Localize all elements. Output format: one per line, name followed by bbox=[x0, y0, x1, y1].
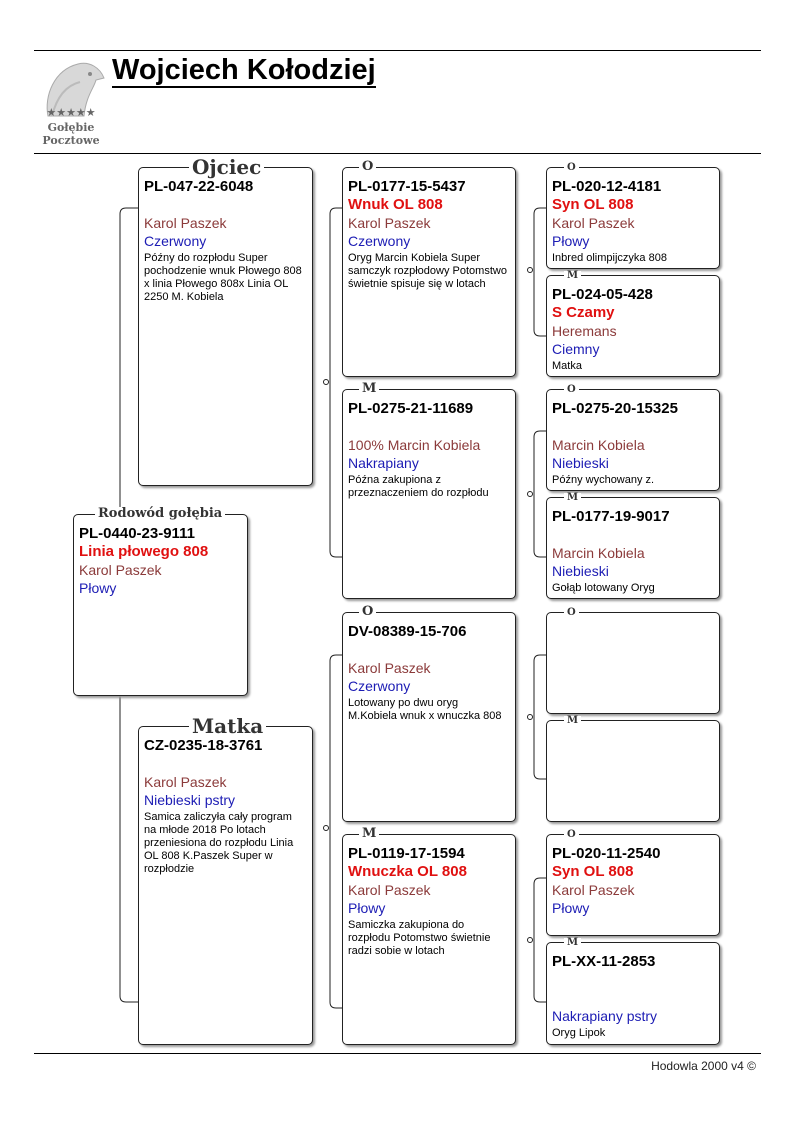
ring-number: PL-0177-15-5437 bbox=[348, 178, 466, 195]
description: Lotowany po dwu oryg M.Kobiela wnuk x wnuczka 808 bbox=[348, 697, 502, 722]
breeder bbox=[552, 749, 713, 767]
description: Gołąb lotowany Oryg bbox=[552, 582, 655, 594]
mother-father-card[interactable] bbox=[342, 612, 516, 822]
pigeon-name: S Czamy bbox=[552, 304, 615, 321]
mff-card[interactable] bbox=[546, 612, 720, 714]
subject-card[interactable] bbox=[73, 514, 248, 696]
pigeon-name bbox=[552, 971, 713, 989]
breeder: Marcin Kobiela bbox=[552, 545, 645, 561]
ring-number: PL-0275-20-15325 bbox=[552, 400, 678, 417]
description: Późna zakupiona z przeznaczeniem do rozpłodu bbox=[348, 474, 489, 499]
color: Niebieski bbox=[552, 563, 609, 579]
pigeon-name: Wnuczka OL 808 bbox=[348, 863, 467, 880]
pigeon-name bbox=[348, 418, 509, 436]
description: Późny wychowany z. bbox=[552, 474, 655, 486]
mfm-card[interactable] bbox=[546, 720, 720, 822]
mm-sex-label: M bbox=[359, 827, 379, 840]
breeder: Karol Paszek bbox=[348, 215, 431, 231]
description: Samica zaliczyła cały program na młode 2018 Po lotach przeniesiona do rozpłodu Linia OL 808 K.Paszek Super w rozpłodzie bbox=[144, 811, 294, 875]
fff-sex-label: O bbox=[564, 163, 579, 173]
breeder: Karol Paszek bbox=[144, 215, 227, 231]
mother-card[interactable] bbox=[138, 726, 313, 1045]
ring-number: PL-047-22-6048 bbox=[144, 178, 254, 195]
fff-card[interactable] bbox=[546, 167, 720, 269]
color: Czerwony bbox=[348, 233, 411, 249]
breeder: Karol Paszek bbox=[552, 882, 635, 898]
pigeon-name: Syn OL 808 bbox=[552, 196, 634, 213]
breeder: Karol Paszek bbox=[144, 774, 227, 790]
color bbox=[552, 659, 713, 677]
pigeon-name bbox=[552, 623, 713, 641]
description: Samiczka zakupiona do rozpłodu Potomstwo świetnie radzi sobie w lotach bbox=[348, 919, 491, 957]
description: Późny do rozpłodu Super pochodzenie wnuk Płowego 808 x linia Płowego 808x Linia OL 2250 M. Kobiela bbox=[144, 252, 302, 303]
breeder bbox=[552, 641, 713, 659]
description: Inbred olimpijczyka 808 bbox=[552, 252, 667, 264]
pigeon-name bbox=[144, 755, 306, 773]
fmm-card[interactable] bbox=[546, 497, 720, 599]
mff-sex-label: O bbox=[564, 608, 579, 618]
mother-mother-card[interactable] bbox=[342, 834, 516, 1045]
breeder: Karol Paszek bbox=[552, 215, 635, 231]
fmf-sex-label: O bbox=[564, 385, 579, 395]
ffm-card[interactable] bbox=[546, 275, 720, 377]
pigeon-name: Wnuk OL 808 bbox=[348, 196, 443, 213]
breeder: Heremans bbox=[552, 323, 617, 339]
color: Czerwony bbox=[144, 233, 207, 249]
breeder: Karol Paszek bbox=[348, 660, 431, 676]
pigeon-name bbox=[552, 526, 713, 544]
father-card[interactable] bbox=[138, 167, 313, 486]
fmm-sex-label: M bbox=[564, 493, 581, 503]
color: Płowy bbox=[348, 900, 386, 916]
color: Płowy bbox=[79, 580, 117, 596]
mother-label: Matka bbox=[189, 716, 266, 736]
ring-number: PL-020-11-2540 bbox=[552, 845, 661, 862]
color: Niebieski bbox=[552, 455, 609, 471]
ffm-sex-label: M bbox=[564, 271, 581, 281]
mf-sex-label: O bbox=[359, 605, 376, 618]
breeder: Karol Paszek bbox=[348, 882, 431, 898]
ring-number: PL-0440-23-9111 bbox=[79, 525, 195, 542]
ff-sex-label: O bbox=[359, 160, 376, 173]
color: Ciemny bbox=[552, 341, 600, 357]
description: Oryg Marcin Kobiela Super samczyk rozpłodowy Potomstwo świetnie spisuje się w lotach bbox=[348, 252, 507, 290]
pigeon-name: Linia płowego 808 bbox=[79, 543, 209, 560]
mfm-sex-label: M bbox=[564, 716, 581, 726]
color: Nakrapiany bbox=[348, 455, 419, 471]
color: Nakrapiany pstry bbox=[552, 1008, 658, 1024]
breeder: Karol Paszek bbox=[79, 562, 162, 578]
color bbox=[552, 767, 713, 785]
ring-number: PL-0119-17-1594 bbox=[348, 845, 465, 862]
breeder: Marcin Kobiela bbox=[552, 437, 645, 453]
description: Matka bbox=[552, 360, 582, 372]
logo-text-line2: Pocztowe bbox=[42, 134, 100, 147]
ring-number: PL-0177-19-9017 bbox=[552, 508, 670, 525]
description: Oryg Lipok bbox=[552, 1027, 606, 1039]
ring-number: PL-0275-21-11689 bbox=[348, 400, 474, 417]
pigeon-name: Syn OL 808 bbox=[552, 863, 634, 880]
ring-number: PL-020-12-4181 bbox=[552, 178, 662, 195]
mmf-card[interactable] bbox=[546, 834, 720, 936]
fmf-card[interactable] bbox=[546, 389, 720, 491]
subject-label: Rodowód gołębia bbox=[95, 507, 225, 520]
mmm-card[interactable] bbox=[546, 942, 720, 1045]
color: Płowy bbox=[552, 900, 590, 916]
logo-text-line1: Gołębie bbox=[47, 121, 95, 134]
pigeon-name bbox=[552, 731, 713, 749]
father-mother-card[interactable] bbox=[342, 389, 516, 599]
ring-number: PL-024-05-428 bbox=[552, 286, 653, 303]
ring-number: CZ-0235-18-3761 bbox=[144, 737, 263, 754]
color: Płowy bbox=[552, 233, 590, 249]
ring-number: DV-08389-15-706 bbox=[348, 623, 467, 640]
svg-text:★★★★★: ★★★★★ bbox=[46, 106, 96, 119]
footer-credit: Hodowla 2000 v4 © bbox=[651, 1059, 756, 1073]
breeder: 100% Marcin Kobiela bbox=[348, 437, 481, 453]
breeder bbox=[552, 989, 713, 1007]
pigeon-name bbox=[348, 641, 509, 659]
breeder-title: Wojciech Kołodziej bbox=[112, 54, 376, 86]
color: Niebieski pstry bbox=[144, 792, 236, 808]
mmf-sex-label: O bbox=[564, 830, 579, 840]
color: Czerwony bbox=[348, 678, 411, 694]
father-father-card[interactable] bbox=[342, 167, 516, 377]
mmm-sex-label: M bbox=[564, 938, 581, 948]
pigeon-name bbox=[552, 418, 713, 436]
fm-sex-label: M bbox=[359, 382, 379, 395]
pigeon-name bbox=[144, 196, 306, 214]
ring-number: PL-XX-11-2853 bbox=[552, 953, 656, 970]
father-label: Ojciec bbox=[189, 157, 264, 177]
